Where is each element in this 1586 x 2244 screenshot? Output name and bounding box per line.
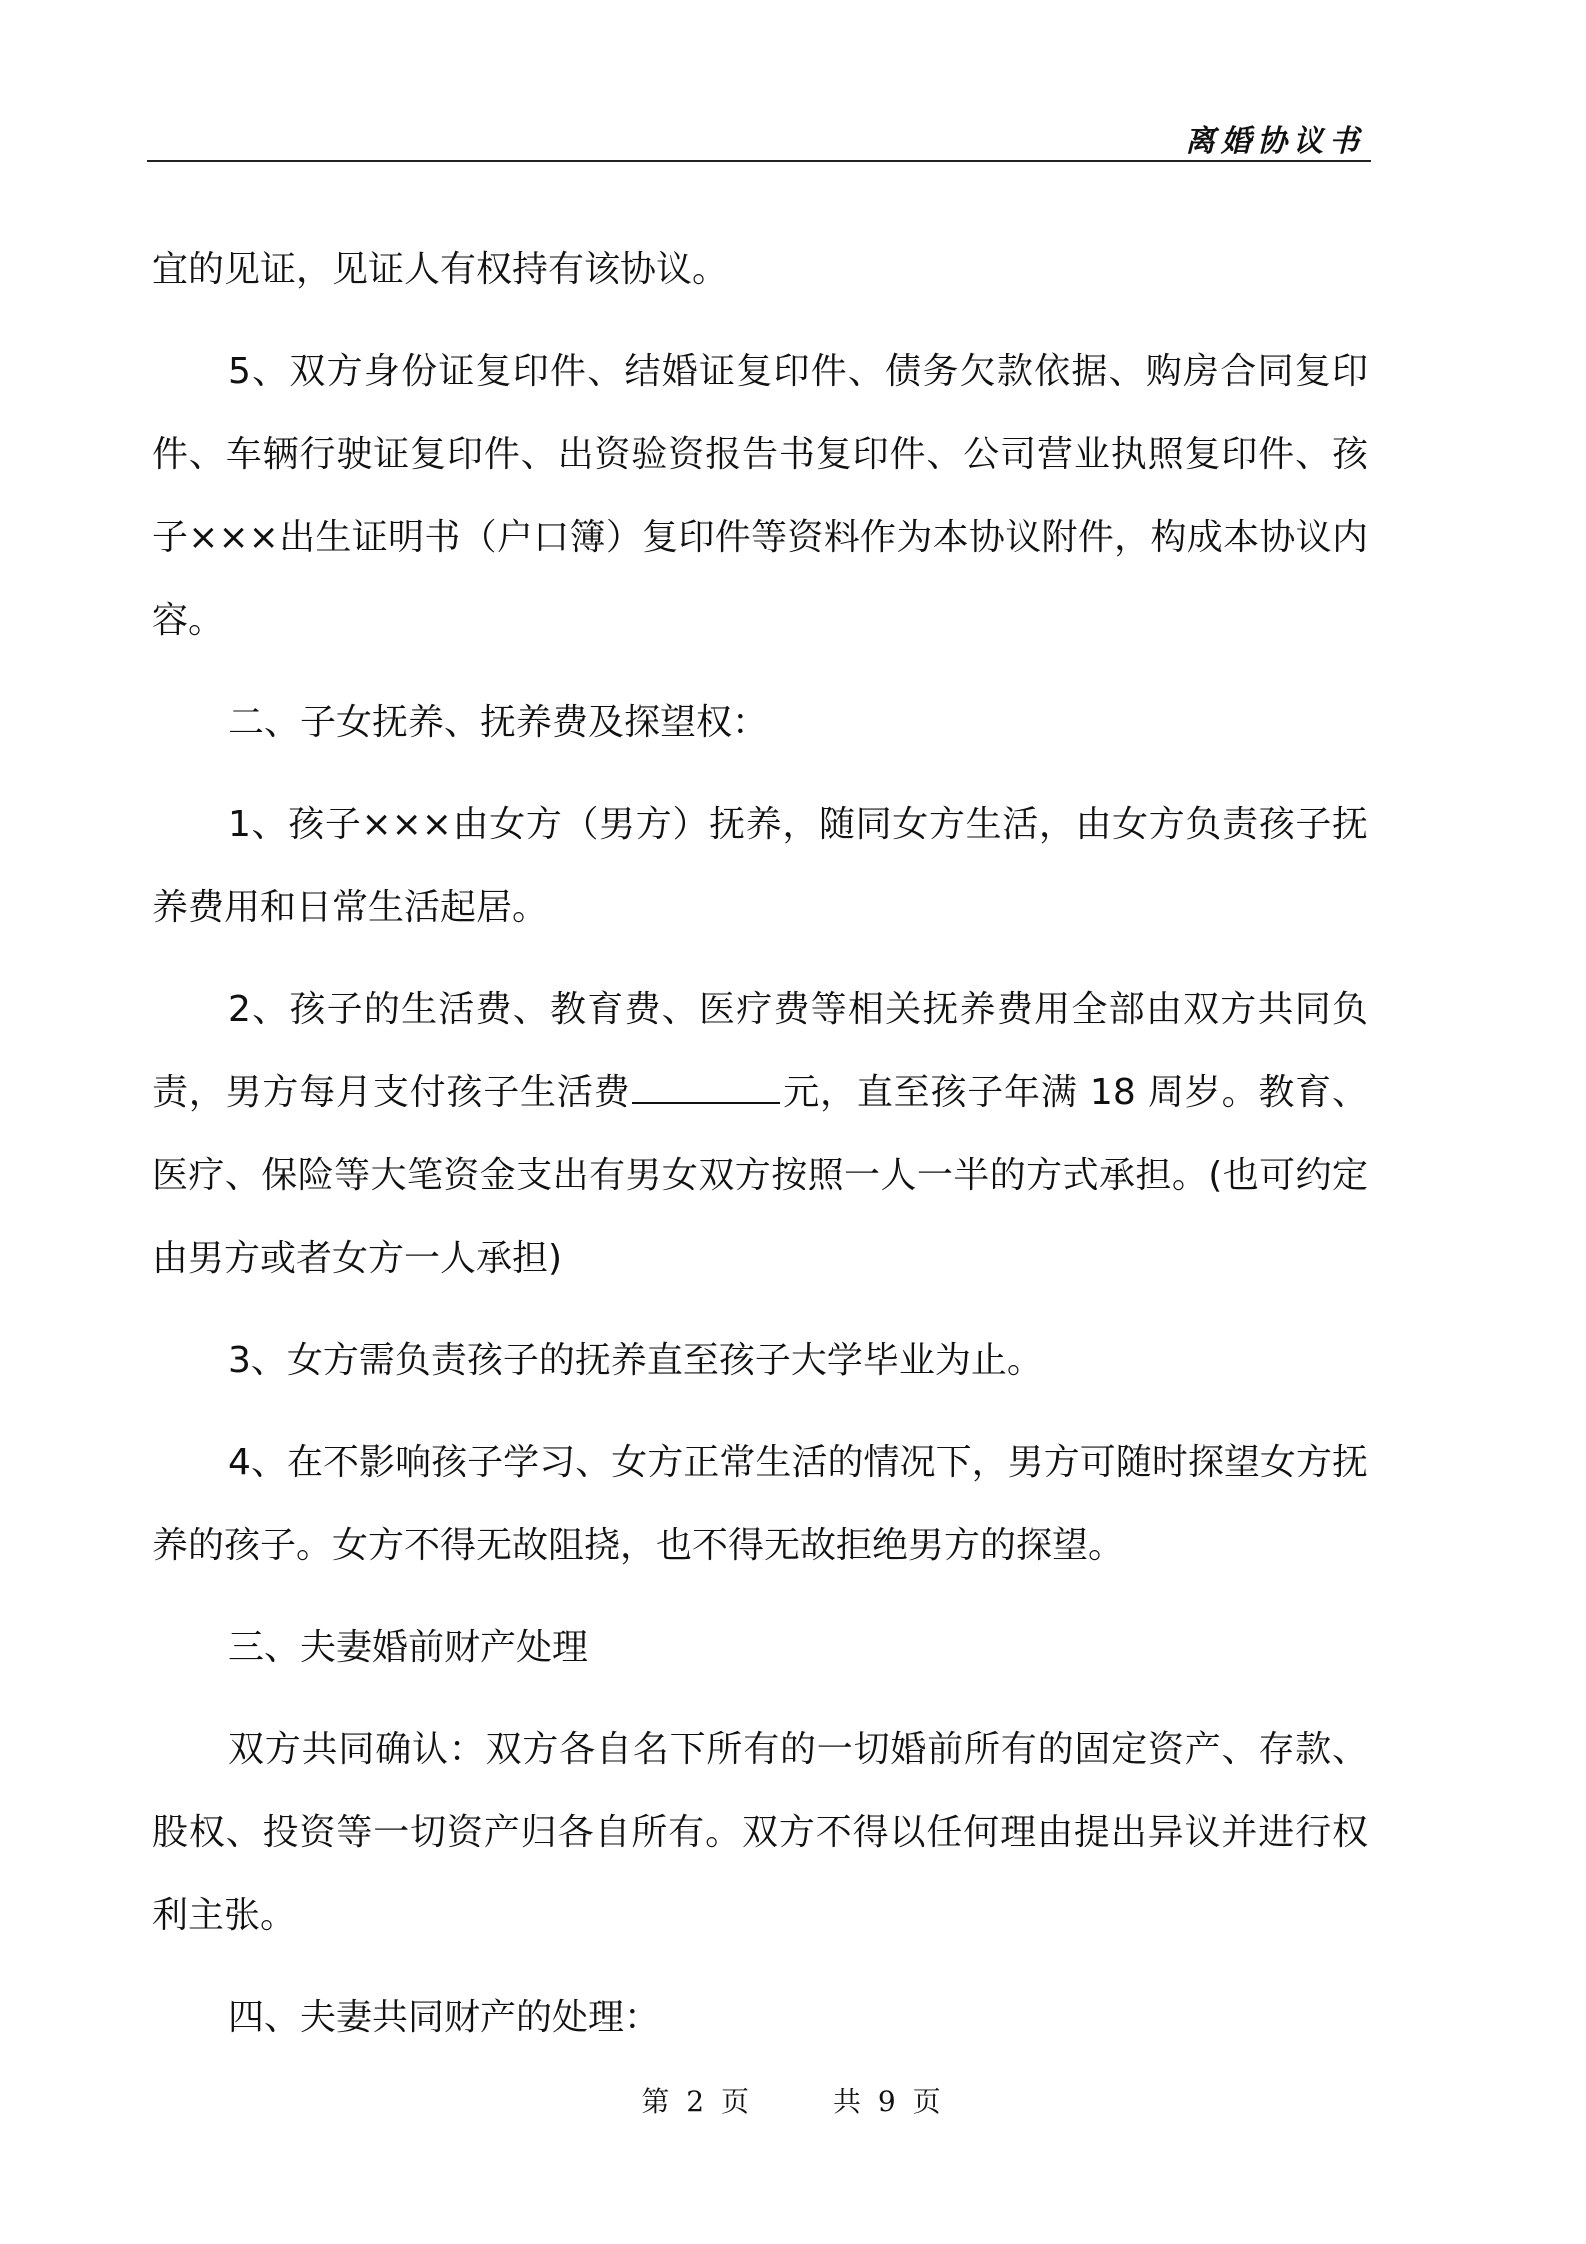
- paragraph-custody-2-part1: 2、孩子的生活费、教育费、医疗费等相关抚养费用全部由双方共同负责，男方每月支付孩子生活费: [152, 989, 1368, 1113]
- paragraph-custody-4: 4、在不影响孩子学习、女方正常生活的情况下，男方可随时探望女方抚养的孩子。女方不得无故阻挠，也不得无故拒绝男方的探望。: [152, 1442, 1368, 1566]
- page-footer: [0, 2080, 1586, 2120]
- header-title: 离婚协议书: [1185, 124, 1365, 159]
- paragraph-custody-3: 3、女方需负责孩子的抚养直至孩子大学毕业为止。: [228, 1340, 1043, 1381]
- paragraph-custody-2: [152, 968, 1368, 1300]
- paragraph-custody-1: 1、孩子×××由女方（男方）抚养，随同女方生活，由女方负责孩子抚养费用和日常生活起居。: [152, 804, 1368, 928]
- paragraph-attachments: 5、双方身份证复印件、结婚证复印件、债务欠款依据、购房合同复印件、车辆行驶证复印件、出资验资报告书复印件、公司营业执照复印件、孩子×××出生证明书（户口簿）复印件等资料作为本协议附件，构成本协议内容。: [152, 351, 1368, 641]
- amount-blank-line: [632, 1072, 780, 1104]
- paragraph-premarital: 双方共同确认：双方各自名下所有的一切婚前所有的固定资产、存款、股权、投资等一切资产归各自所有。双方不得以任何理由提出异议并进行权利主张。: [152, 1729, 1368, 1936]
- paragraph-custody-2-part2: 元，直至孩子年满 18 周岁。教育、医疗、保险等大笔资金支出有男女双方按照一人一半的方式承担。(也可约定由男方或者女方一人承担): [152, 1072, 1368, 1279]
- page-header: [147, 108, 1371, 162]
- page-number: 第 2 页: [641, 2085, 753, 2118]
- section-heading-premarital: 三、夫妻婚前财产处理: [228, 1627, 589, 1668]
- section-heading-custody: 二、子女抚养、抚养费及探望权：: [228, 702, 769, 743]
- paragraph-witness: 宜的见证，见证人有权持有该协议。: [152, 249, 729, 290]
- page-total: 共 9 页: [833, 2085, 945, 2118]
- section-heading-joint-property: 四、夫妻共同财产的处理：: [228, 1997, 661, 2038]
- document-body: [152, 228, 1368, 2078]
